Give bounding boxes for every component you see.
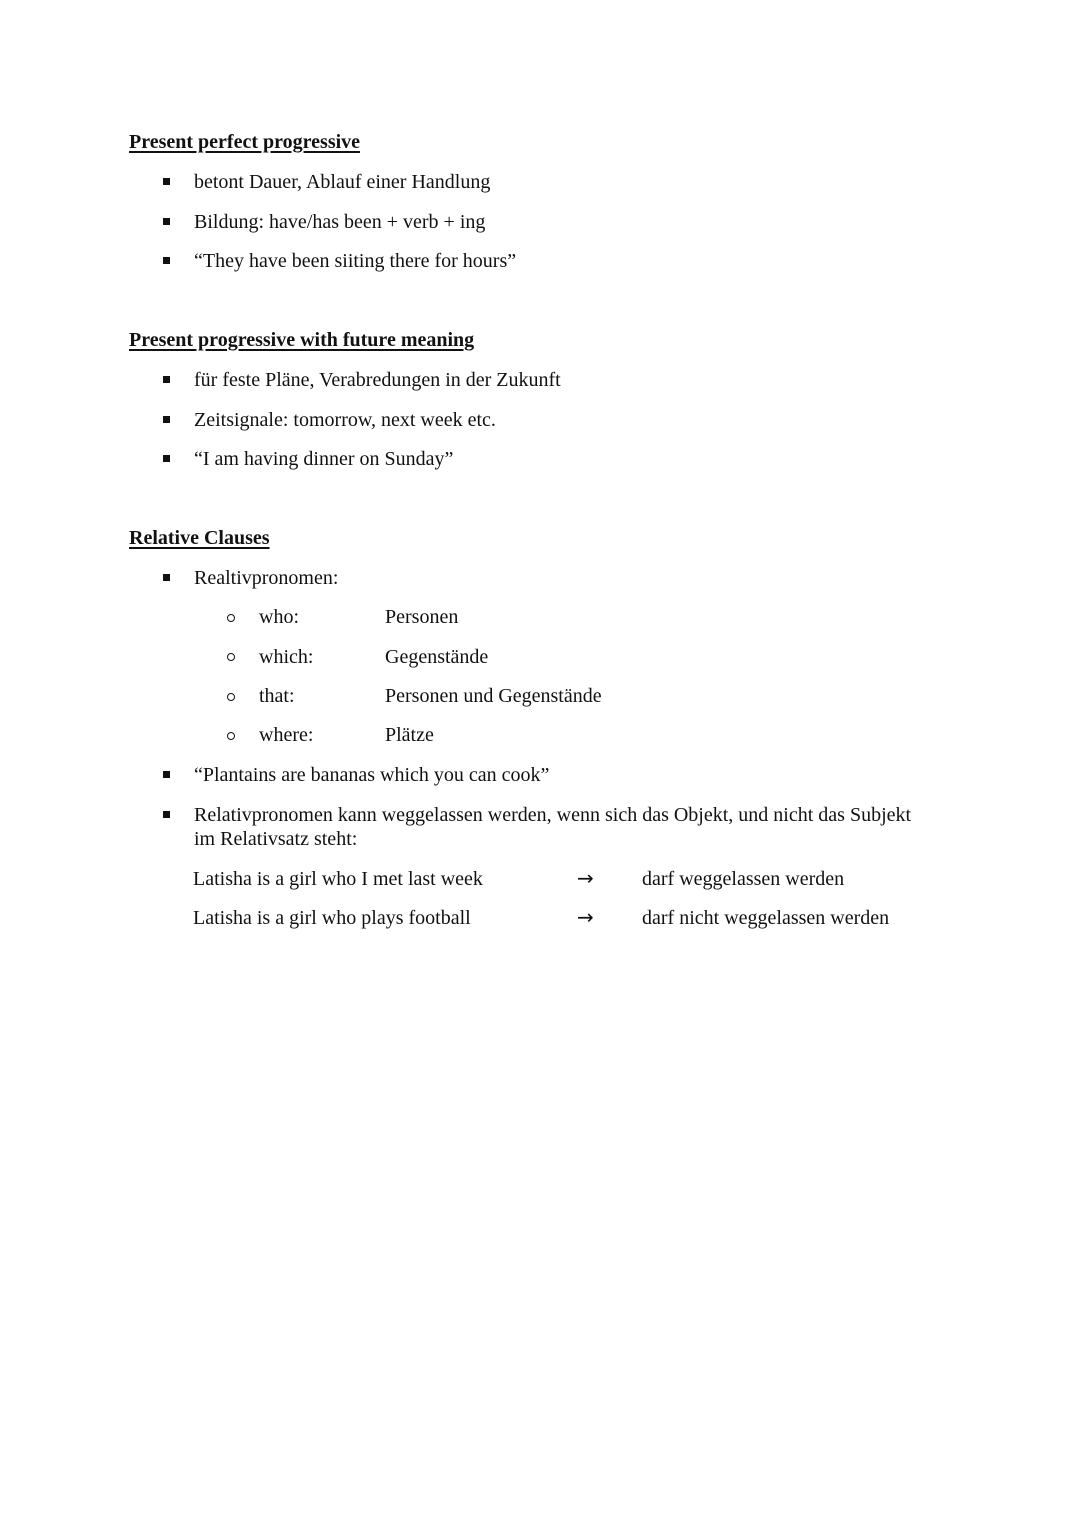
bullet-text: “I am having dinner on Sunday” xyxy=(194,448,454,470)
bullet-text: Zeitsignale: tomorrow, next week etc. xyxy=(194,409,496,431)
bullet-marker xyxy=(163,257,170,264)
bullet-text: betont Dauer, Ablauf einer Handlung xyxy=(194,171,491,193)
bullet-marker xyxy=(163,574,170,581)
sub-bullet-marker xyxy=(227,614,235,622)
example-result: darf weggelassen werden xyxy=(642,868,845,890)
pronoun-term: that: xyxy=(259,685,295,707)
bullet-text: Bildung: have/has been + verb + ing xyxy=(194,211,486,233)
bullet-marker xyxy=(163,811,170,818)
example-sentence: Latisha is a girl who I met last week xyxy=(193,868,483,890)
bullet-marker xyxy=(163,218,170,225)
right-arrow-icon: → xyxy=(577,866,594,890)
bullet-marker xyxy=(163,455,170,462)
pronoun-term: who: xyxy=(259,606,299,628)
bullet-marker xyxy=(163,771,170,778)
bullet-text: für feste Pläne, Verabredungen in der Zukunft xyxy=(194,369,561,391)
section-heading-present-perfect-progressive: Present perfect progressive xyxy=(129,131,361,153)
sub-bullet-marker xyxy=(227,732,235,740)
pronoun-meaning: Plätze xyxy=(385,724,434,746)
right-arrow-icon: → xyxy=(577,905,594,929)
bullet-text: “They have been siiting there for hours” xyxy=(194,250,517,272)
section-heading-relative-clauses: Relative Clauses xyxy=(129,527,270,549)
sub-bullet-marker xyxy=(227,693,235,701)
pronoun-meaning: Personen und Gegenstände xyxy=(385,685,602,707)
pronoun-meaning: Gegenstände xyxy=(385,646,489,668)
pronoun-term: where: xyxy=(259,724,314,746)
example-result: darf nicht weggelassen werden xyxy=(642,907,890,929)
bullet-marker xyxy=(163,416,170,423)
section-heading-present-progressive-future: Present progressive with future meaning xyxy=(129,329,475,351)
bullet-marker xyxy=(163,376,170,383)
bullet-marker xyxy=(163,178,170,185)
bullet-text-example: “Plantains are bananas which you can cook” xyxy=(194,764,550,786)
example-sentence: Latisha is a girl who plays football xyxy=(193,907,471,929)
pronoun-meaning: Personen xyxy=(385,606,459,628)
bullet-text-rule: Relativpronomen kann weggelassen werden, wenn sich das Objekt, und nicht das Subjekt im Relativsatz steht: xyxy=(194,804,912,850)
bullet-text-relativpronomen: Realtivpronomen: xyxy=(194,567,339,589)
pronoun-term: which: xyxy=(259,646,314,668)
sub-bullet-marker xyxy=(227,653,235,661)
